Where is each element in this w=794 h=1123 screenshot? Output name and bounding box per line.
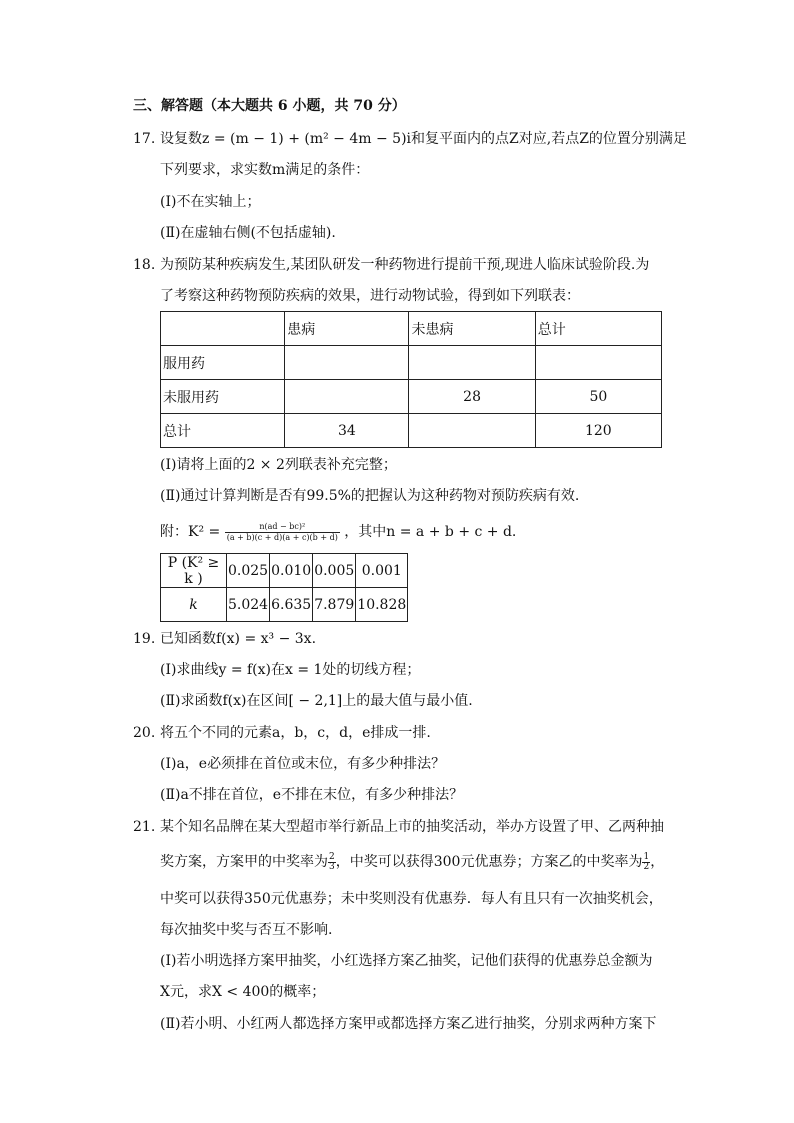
q21-number: 21. (133, 819, 156, 835)
table-row (161, 554, 408, 588)
contingency-table (160, 311, 662, 448)
q20-number: 20. (133, 725, 156, 741)
formula-denominator: (a + b)(c + d)(a + c)(b + d) (226, 532, 338, 542)
q20-line1: 将五个不同的元素a，b，c，d，e排成一排. (160, 725, 431, 741)
table-cell: 120 (535, 414, 661, 448)
q21-line2-text-b: ，中奖可以获得300元优惠券；方案乙的中奖率为 (335, 854, 643, 870)
table-header-cell (161, 312, 285, 346)
q21-part1-b: X元，求X < 400的概率； (160, 984, 326, 1000)
table-row (161, 414, 662, 448)
table-cell: 未服用药 (161, 380, 285, 414)
q21-part2: (Ⅱ)若小明、小红两人都选择方案甲或都选择方案乙进行抽奖，分别求两种方案下 (160, 1016, 657, 1032)
table-cell: 28 (409, 380, 535, 414)
section-title: 三、解答题（本大题共 6 小题，共 70 分） (133, 98, 406, 114)
critical-value-table (160, 553, 408, 622)
table-cell: P (K² ≥ k ) (161, 554, 227, 588)
table-cell: 6.635 (270, 588, 313, 622)
q18-number: 18. (133, 257, 156, 273)
table-cell (409, 346, 535, 380)
formula-fraction (225, 522, 340, 543)
table-cell: 34 (285, 414, 409, 448)
table-cell: 0.005 (313, 554, 356, 588)
fraction-denominator: 3 (329, 861, 335, 872)
table-header-cell: 未患病 (409, 312, 535, 346)
q21-line4: 每次抽奖中奖与否互不影响. (160, 922, 333, 938)
table-cell: 服用药 (161, 346, 285, 380)
formula-prefix: 附：K² = (160, 524, 221, 540)
q19-part2: (Ⅱ)求函数f(x)在区间[ − 2,1]上的最大值与最小值. (160, 693, 473, 709)
table-cell: 50 (535, 380, 661, 414)
table-row (161, 346, 662, 380)
q17-part1: (Ⅰ)不在实轴上； (160, 194, 261, 210)
q21-line2-text-c: ， (650, 854, 665, 870)
fraction-two-thirds (328, 853, 336, 872)
q21-line2 (160, 850, 664, 874)
q18-part1: (Ⅰ)请将上面的2 × 2列联表补充完整； (160, 457, 397, 473)
table-row (161, 588, 408, 622)
table-cell: 7.879 (313, 588, 356, 622)
q21-line3: 中奖可以获得350元优惠券；未中奖则没有优惠券．每人有且只有一次抽奖机会， (160, 891, 663, 907)
table-cell (285, 346, 409, 380)
table-header-cell: 患病 (285, 312, 409, 346)
q20-part2: (Ⅱ)a不排在首位，e不排在末位，有多少种排法？ (160, 787, 464, 803)
table-cell (409, 414, 535, 448)
q20-part1: (Ⅰ)a，e必须排在首位或末位，有多少种排法？ (160, 756, 446, 772)
table-cell: 10.828 (356, 588, 408, 622)
fraction-numerator: 2 (329, 851, 335, 862)
q17-number: 17. (133, 131, 156, 147)
table-header-cell: 总计 (535, 312, 661, 346)
table-cell: 0.010 (270, 554, 313, 588)
fraction-denominator: 2 (643, 861, 650, 872)
q18-line2: 了考察这种药物预防疾病的效果，进行动物试验，得到如下列联表： (160, 288, 580, 304)
table-cell: 总计 (161, 414, 285, 448)
q17-line2: 下列要求，求实数m满足的条件： (160, 162, 370, 178)
q19-part1: (Ⅰ)求曲线y = f(x)在x = 1处的切线方程； (160, 662, 421, 678)
table-cell: 0.025 (227, 554, 270, 588)
fraction-numerator: 1 (643, 851, 650, 862)
table-cell (535, 346, 661, 380)
table-cell: 5.024 (227, 588, 270, 622)
formula-numerator: n(ad − bc)² (225, 522, 340, 533)
q18-line1: 为预防某种疾病发生,某团队研发一种药物进行提前干预,现进人临床试验阶段.为 (160, 257, 650, 273)
q21-line1: 某个知名品牌在某大型超市举行新品上市的抽奖活动，举办方设置了甲、乙两种抽 (160, 819, 664, 835)
table-cell: 0.001 (356, 554, 408, 588)
q19-number: 19. (133, 631, 156, 647)
q21-line2-text-a: 奖方案，方案甲的中奖率为 (160, 854, 328, 870)
table-cell (285, 380, 409, 414)
q17-line1: 设复数z = (m − 1) + (m² − 4m − 5)i和复平面内的点Z对应,若点Z的位置分别满足 (160, 131, 687, 147)
table-cell: k (161, 588, 227, 622)
q17-part2: (Ⅱ)在虚轴右侧(不包括虚轴). (160, 225, 336, 241)
q18-part2: (Ⅱ)通过计算判断是否有99.5%的把握认为这种药物对预防疾病有效. (160, 488, 580, 504)
q18-formula (160, 520, 516, 544)
q21-part1-a: (Ⅰ)若小明选择方案甲抽奖，小红选择方案乙抽奖，记他们获得的优惠券总金额为 (160, 953, 653, 969)
formula-suffix: ，其中n = a + b + c + d. (344, 524, 517, 540)
table-row (161, 380, 662, 414)
q19-line1: 已知函数f(x) = x³ − 3x. (160, 631, 317, 647)
table-header-row (161, 312, 662, 346)
